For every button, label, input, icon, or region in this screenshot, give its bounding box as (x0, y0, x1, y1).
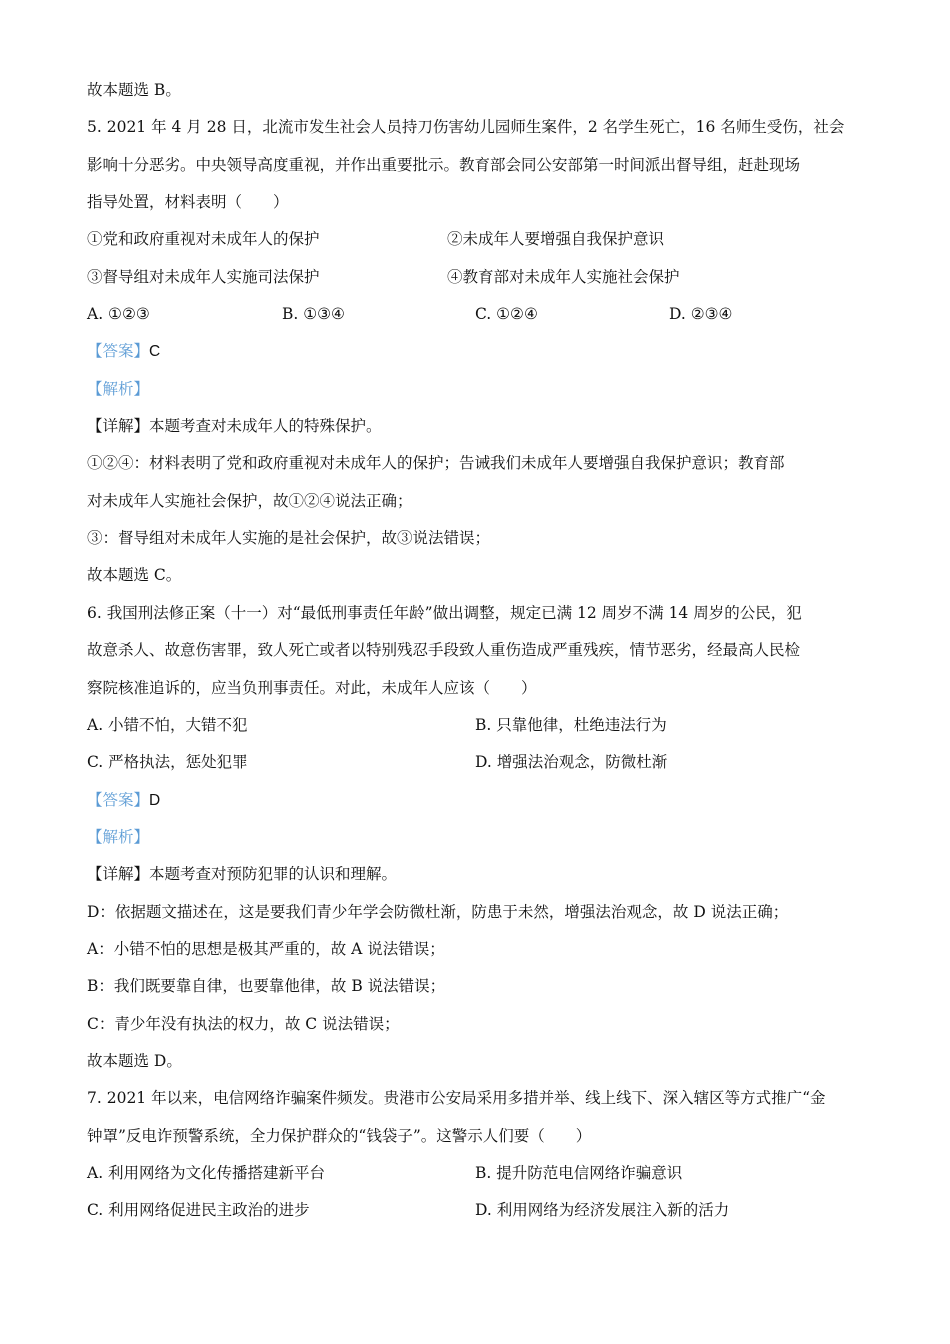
q5-analysis-label: 【解析】 (87, 379, 150, 398)
q6-option-b: B. 只靠他律，杜绝违法行为 (475, 715, 667, 734)
q6-analysis-label: 【解析】 (87, 827, 150, 846)
q6-stem-3: 察院核准追诉的，应当负刑事责任。对此，未成年人应该（ ） (87, 678, 537, 697)
q7-option-a: A. 利用网络为文化传播搭建新平台 (87, 1163, 326, 1182)
q6-detail-6: 故本题选 D。 (87, 1051, 182, 1070)
q6-stem-1: 6. 我国刑法修正案（十一）对“最低刑事责任年龄”做出调整，规定已满 12 周岁不满 14 周岁的公民，犯 (87, 603, 802, 622)
q5-statement-3: ③督导组对未成年人实施司法保护 (87, 267, 320, 286)
q6-detail-5: C：青少年没有执法的权力，故 C 说法错误； (87, 1014, 400, 1033)
q6-option-a: A. 小错不怕，大错不犯 (87, 715, 248, 734)
q5-option-c: C. ①②④ (475, 305, 538, 324)
q5-detail-2: ①②④：材料表明了党和政府重视对未成年人的保护；告诫我们未成年人要增强自我保护意识；教育部 (87, 454, 785, 473)
q7-option-c: C. 利用网络促进民主政治的进步 (87, 1201, 310, 1220)
q6-stem-2: 故意杀人、故意伤害罪，致人死亡或者以特别残忍手段致人重伤造成严重残疾，情节恶劣，经最高人民检 (87, 641, 801, 660)
q5-statements-row1 (87, 221, 877, 258)
q5-stem-2: 影响十分恶劣。中央领导高度重视，并作出重要批示。教育部会同公安部第一时间派出督导组，赶赴现场 (87, 155, 801, 174)
q6-detail-2: D：依据题文描述在，这是要我们青少年学会防微杜渐，防患于未然，增强法治观念，故 D 说法正确； (87, 902, 789, 921)
q5-option-b: B. ①③④ (282, 305, 345, 324)
q7-options-row2 (87, 1192, 877, 1229)
q6-options-row1 (87, 707, 877, 744)
q5-statement-2: ②未成年人要增强自我保护意识 (447, 230, 665, 249)
q5-stem-3: 指导处置，材料表明（ ） (87, 193, 289, 212)
answer-label: 【答案】 (87, 790, 150, 809)
q5-detail-4: ③：督导组对未成年人实施的是社会保护，故③说法错误； (87, 529, 491, 548)
q6-detail-1: 【详解】本题考查对预防犯罪的认识和理解。 (87, 865, 398, 884)
q6-detail-3: A：小错不怕的思想是极其严重的，故 A 说法错误； (87, 939, 445, 958)
q5-statements-row2 (87, 259, 877, 296)
q5-options (87, 296, 877, 333)
answer-value: D (149, 791, 161, 809)
answer-label: 【答案】 (87, 342, 150, 361)
conclusion-prev: 故本题选 B。 (87, 81, 181, 99)
q7-options-row1 (87, 1155, 877, 1192)
q7-stem-1: 7. 2021 年以来，电信网络诈骗案件频发。贵港市公安局采用多措并举、线上线下、深入辖区等方式推广“金 (87, 1089, 826, 1108)
q5-detail-1: 【详解】本题考查对未成年人的特殊保护。 (87, 417, 382, 436)
q5-detail-3: 对未成年人实施社会保护，故①②④说法正确； (87, 491, 413, 510)
q5-statement-1: ①党和政府重视对未成年人的保护 (87, 230, 320, 249)
q6-answer (87, 782, 877, 819)
q6-option-d: D. 增强法治观念，防微杜渐 (475, 753, 668, 772)
answer-value: C (149, 343, 161, 361)
q5-detail-5: 故本题选 C。 (87, 566, 182, 585)
q5-stem-1: 5. 2021 年 4 月 28 日，北流市发生社会人员持刀伤害幼儿园师生案件，2 名学生死亡，16 名师生受伤，社会 (87, 118, 845, 137)
q5-option-d: D. ②③④ (669, 305, 733, 324)
q5-option-a: A. ①②③ (87, 305, 150, 324)
q7-stem-2: 钟罩”反电诈预警系统，全力保护群众的“钱袋子”。这警示人们要（ ） (87, 1126, 592, 1145)
q5-statement-4: ④教育部对未成年人实施社会保护 (447, 267, 680, 286)
q7-option-b: B. 提升防范电信网络诈骗意识 (475, 1163, 683, 1182)
q5-answer (87, 333, 877, 370)
q6-detail-4: B：我们既要靠自律，也要靠他律，故 B 说法错误； (87, 977, 446, 996)
q7-option-d: D. 利用网络为经济发展注入新的活力 (475, 1201, 730, 1220)
q6-options-row2 (87, 744, 877, 781)
document-page (87, 72, 877, 1230)
q6-option-c: C. 严格执法，惩处犯罪 (87, 753, 248, 772)
